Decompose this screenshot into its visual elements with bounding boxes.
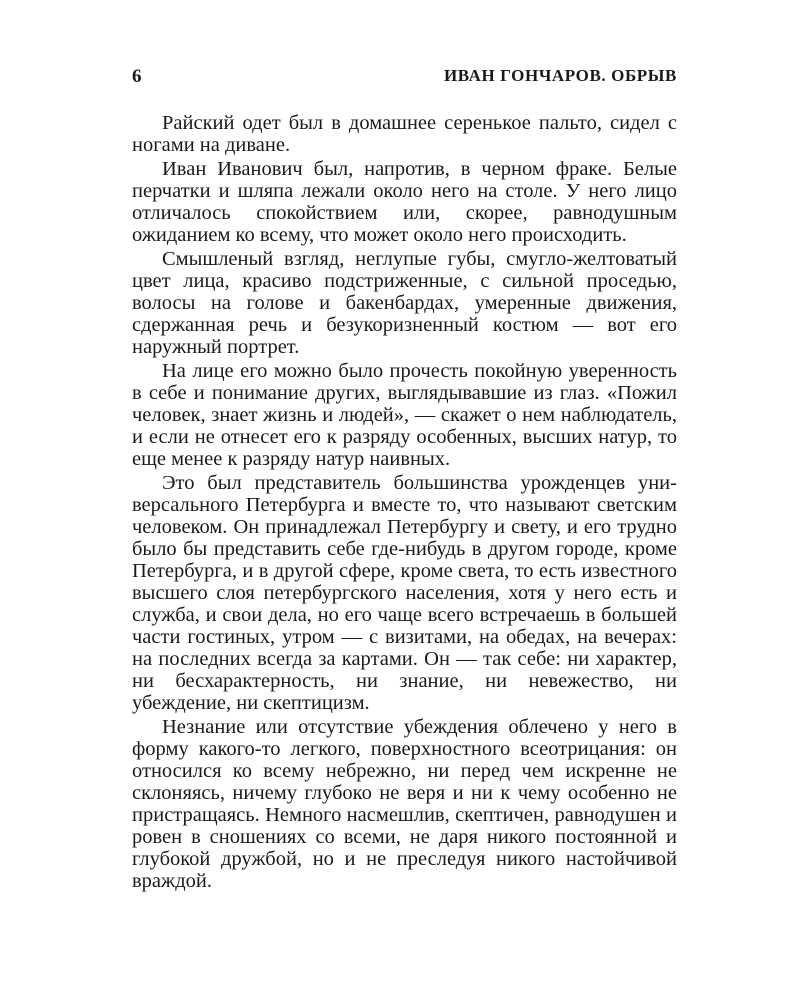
paragraph: Иван Иванович был, напротив, в черном фраке. Белые перчатки и шляпа лежали около него на столе. У него лицо отличалось спокойствием или, скорее, равнодушным ожиданием ко всему, что может около него происходить.	[132, 158, 677, 246]
paragraph: Это был представитель большинства урожденцев универсального Петербурга и вместе то, что называют светским человеком. Он принадлежал Петербургу и свету, и его трудно было бы представить себе где-нибудь в другом городе, кроме Петербурга, и в другой сфере, кроме света, то есть известного высшего слоя петербургского населения, хотя у него есть и служба, и свои дела, но его чаще всего встречаешь в большей части гостиных, утром — с визитами, на обедах, на вечерах: на последних всегда за картами. Он — так себе: ни характер, ни бесхарактерность, ни знание, ни невежество, ни убеждение, ни скептицизм.	[132, 472, 677, 714]
paragraph: На лице его можно было прочесть покойную уверенность в себе и понимание других, выглядывавшие из глаз. «Пожил человек, знает жизнь и людей», — скажет о нем наблюдатель, и если не отнесет его к разряду особенных, высших натур, то еще менее к разряду натур наивных.	[132, 360, 677, 470]
paragraph: Смышленый взгляд, неглупые губы, смугло-желтоватый цвет лица, красиво подстриженные, с сильной проседью, волосы на голове и бакенбардах, умеренные движения, сдержанная речь и безукоризненный костюм — вот его наружный портрет.	[132, 248, 677, 358]
running-head	[132, 66, 677, 92]
page-number: 6	[132, 66, 142, 87]
running-title: ИВАН ГОНЧАРОВ. ОБРЫВ	[443, 66, 677, 85]
paragraph: Райский одет был в домашнее серенькое пальто, сидел с ногами на диване.	[132, 112, 677, 156]
body-text	[132, 112, 677, 892]
paragraph: Незнание или отсутствие убеждения облечено у него в форму какого-то легкого, поверхностного всеотрицания: он относился ко всему небрежно, ни перед чем искренне не склоняясь, ничему глубоко не веря и ни к чему особенно не пристращаясь. Немного насмешлив, скептичен, равнодушен и ровен в сношениях со всеми, не даря никого постоянной и глубокой дружбой, но и не преследуя никого настойчивой враждой.	[132, 716, 677, 892]
